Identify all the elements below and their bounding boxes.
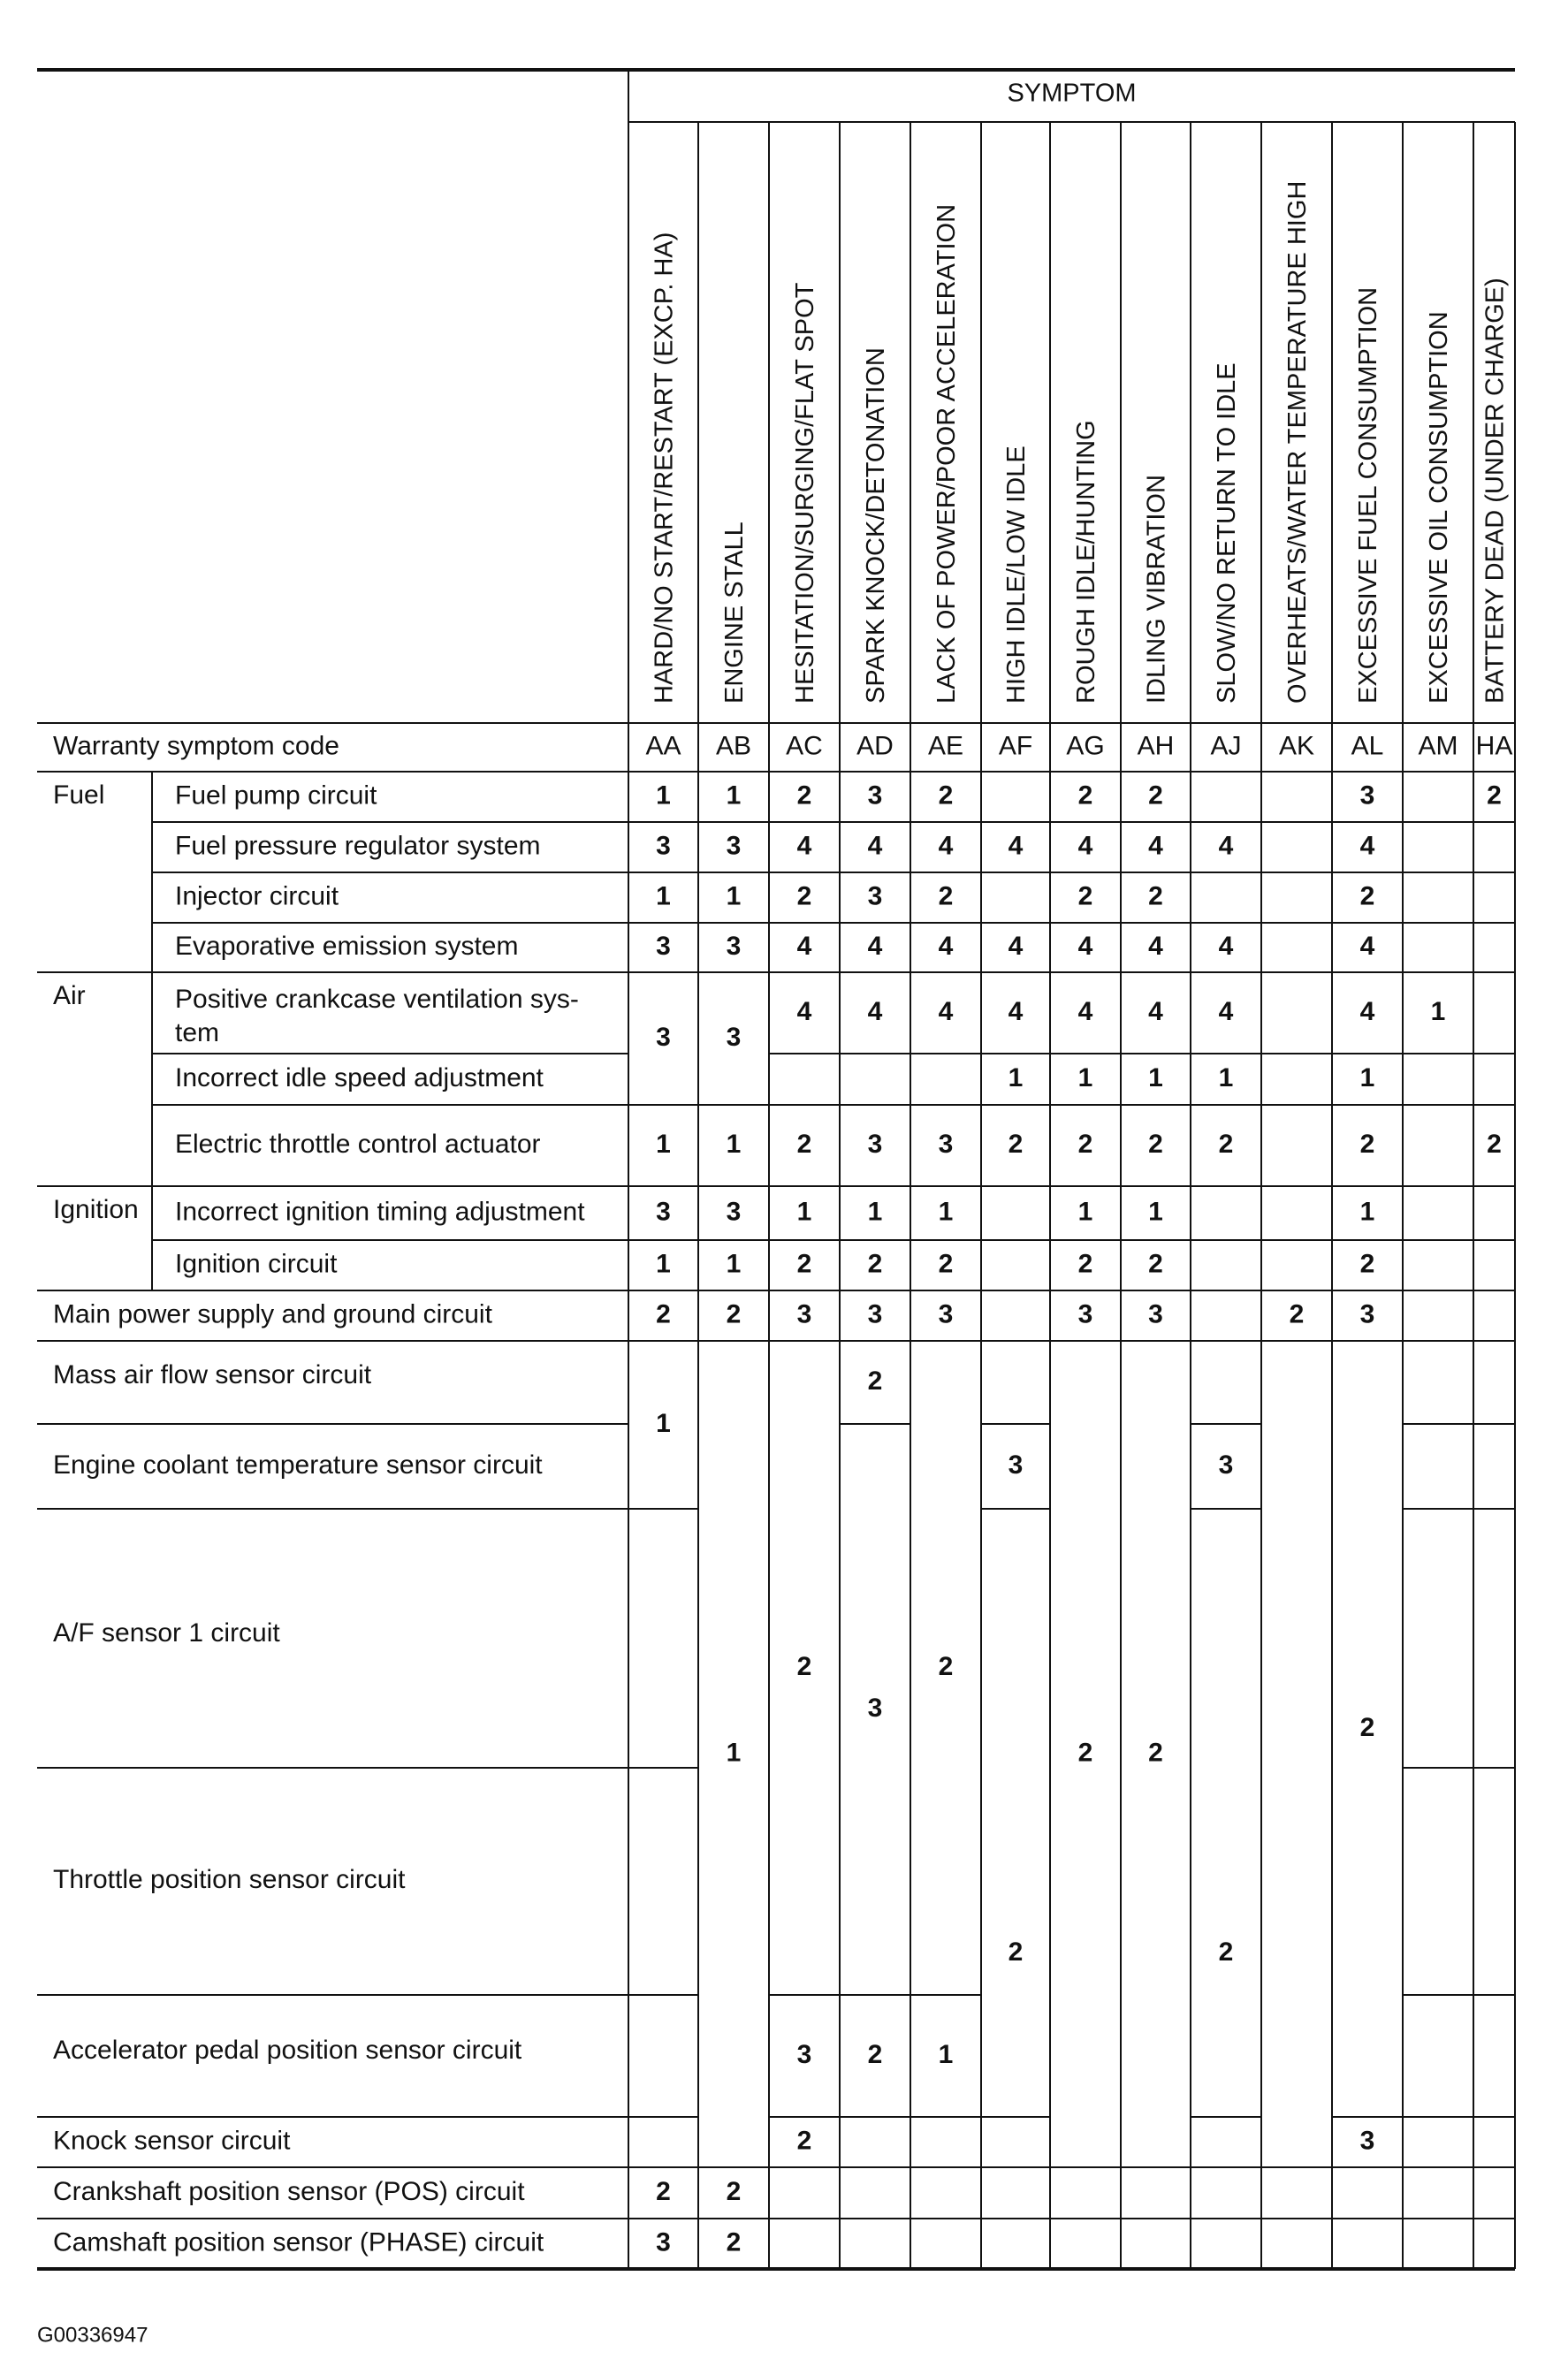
cell-value: 2 [1359, 881, 1375, 911]
row-label: Positive crankcase ventilation sys- [175, 984, 579, 1014]
cell-value: 2 [1487, 780, 1502, 811]
cell-value: 1 [1077, 1062, 1093, 1092]
cell-value: 2 [796, 1651, 812, 1681]
row-label: Accelerator pedal position sensor circuit [53, 2035, 522, 2065]
cell-value: 3 [938, 1299, 954, 1329]
row-label: Electric throttle control actuator [175, 1129, 541, 1159]
cell-value: 4 [1148, 996, 1163, 1026]
symptom-code: AE [927, 731, 964, 761]
cell-value: 3 [1148, 1299, 1163, 1329]
category-label: Air [53, 980, 86, 1010]
cell-value: 1 [938, 2039, 954, 2069]
symptom-name: OVERHEATS/WATER TEMPERATURE HIGH [1283, 180, 1312, 704]
cell-value: 4 [1008, 931, 1024, 961]
cell-value: 1 [726, 881, 742, 911]
cell-value: 3 [1359, 2126, 1375, 2156]
symptom-code: AH [1137, 731, 1175, 761]
cell-value: 3 [1008, 1450, 1024, 1480]
cell-value: 1 [1359, 1062, 1375, 1092]
cell-value: 4 [1148, 931, 1163, 961]
cell-value: 2 [1077, 1249, 1093, 1279]
symptom-code: AM [1418, 731, 1458, 761]
cell-value: 2 [726, 2176, 742, 2206]
cell-value: 3 [796, 2039, 812, 2069]
category-label: Fuel [53, 780, 105, 810]
figure-id: G00336947 [37, 2323, 148, 2348]
cell-value: 2 [726, 1299, 742, 1329]
symptom-code: AG [1066, 731, 1105, 761]
cell-value: 4 [1359, 831, 1375, 861]
cell-value: 2 [796, 1129, 812, 1159]
cell-value: 3 [726, 1197, 742, 1227]
row-label: Mass air flow sensor circuit [53, 1359, 372, 1389]
cell-value: 2 [1359, 1712, 1375, 1742]
row-label: Main power supply and ground circuit [53, 1299, 492, 1329]
symptom-name: HIGH IDLE/LOW IDLE [1002, 445, 1031, 704]
symptom-code: AF [998, 731, 1033, 761]
cell-value: 1 [656, 780, 671, 811]
cell-value: 3 [1359, 1299, 1375, 1329]
cell-value: 1 [938, 1197, 954, 1227]
symptom-code: AL [1351, 731, 1384, 761]
cell-value: 1 [796, 1197, 812, 1227]
cell-value: 4 [1008, 996, 1024, 1026]
cell-value: 3 [1359, 780, 1375, 811]
cell-value: 2 [796, 780, 812, 811]
cell-value: 2 [656, 1299, 671, 1329]
cell-value: 3 [726, 1022, 742, 1052]
row-label: Fuel pump circuit [175, 780, 377, 811]
cell-value: 2 [1289, 1299, 1305, 1329]
cell-value: 1 [726, 780, 742, 811]
row-label: tem [175, 1017, 220, 1047]
cell-value: 2 [1359, 1249, 1375, 1279]
cell-value: 3 [726, 831, 742, 861]
cell-value: 4 [1008, 831, 1024, 861]
symptom-name: ROUGH IDLE/HUNTING [1072, 420, 1100, 704]
cell-value: 2 [1148, 1738, 1163, 1768]
cell-value: 2 [938, 1651, 954, 1681]
cell-value: 3 [656, 2227, 671, 2257]
cell-value: 1 [656, 1249, 671, 1279]
symptom-name: HARD/NO START/RESTART (EXCP. HA) [650, 232, 679, 704]
cell-value: 4 [1077, 931, 1093, 961]
cell-value: 2 [867, 2039, 883, 2069]
row-label: Crankshaft position sensor (POS) circuit [53, 2176, 525, 2206]
symptom-code: AA [645, 731, 681, 761]
row-label: Knock sensor circuit [53, 2126, 291, 2156]
cell-value: 4 [1218, 831, 1234, 861]
cell-value: 4 [1359, 996, 1375, 1026]
cell-value: 1 [726, 1249, 742, 1279]
cell-value: 4 [938, 931, 954, 961]
cell-value: 2 [796, 1249, 812, 1279]
symptom-name: IDLING VIBRATION [1142, 475, 1171, 704]
cell-value: 1 [1359, 1197, 1375, 1227]
cell-value: 4 [1218, 996, 1234, 1026]
row-label: Fuel pressure regulator system [175, 831, 541, 861]
cell-value: 4 [1148, 831, 1163, 861]
cell-value: 3 [867, 1693, 883, 1723]
cell-value: 1 [1008, 1062, 1024, 1092]
symptom-code: AD [856, 731, 894, 761]
cell-value: 2 [796, 2126, 812, 2156]
cell-value: 4 [938, 996, 954, 1026]
row-label: Camshaft position sensor (PHASE) circuit [53, 2227, 544, 2257]
row-label: A/F sensor 1 circuit [53, 1618, 280, 1648]
cell-value: 3 [1077, 1299, 1093, 1329]
cell-value: 3 [867, 881, 883, 911]
cell-value: 4 [938, 831, 954, 861]
row-label: Ignition circuit [175, 1249, 338, 1279]
row-label: Injector circuit [175, 881, 339, 911]
cell-value: 4 [1218, 931, 1234, 961]
cell-value: 3 [1218, 1450, 1234, 1480]
cell-value: 3 [796, 1299, 812, 1329]
cell-value: 3 [726, 931, 742, 961]
cell-value: 1 [726, 1129, 742, 1159]
cell-value: 1 [1218, 1062, 1234, 1092]
cell-value: 2 [1008, 1937, 1024, 1967]
symptom-title: SYMPTOM [1007, 79, 1137, 108]
cell-value: 2 [1148, 780, 1163, 811]
cell-value: 2 [1077, 881, 1093, 911]
cell-value: 2 [796, 881, 812, 911]
cell-value: 2 [1218, 1129, 1234, 1159]
symptom-code: AB [715, 731, 752, 761]
cell-value: 1 [1430, 996, 1446, 1026]
symptom-name: SLOW/NO RETURN TO IDLE [1213, 362, 1241, 704]
symptom-name: SPARK KNOCK/DETONATION [862, 347, 890, 704]
cell-value: 1 [656, 1408, 671, 1438]
cell-value: 1 [1077, 1197, 1093, 1227]
symptom-name: LACK OF POWER/POOR ACCELERATION [932, 203, 961, 704]
cell-value: 2 [1077, 1129, 1093, 1159]
cell-value: 1 [656, 881, 671, 911]
cell-value: 2 [656, 2176, 671, 2206]
cell-value: 4 [867, 996, 883, 1026]
symptom-code: AJ [1210, 731, 1242, 761]
cell-value: 2 [1008, 1129, 1024, 1159]
cell-value: 2 [1077, 780, 1093, 811]
category-label: Ignition [53, 1194, 139, 1224]
cell-value: 2 [1359, 1129, 1375, 1159]
row-label: Evaporative emission system [175, 931, 519, 961]
row-label: Incorrect ignition timing adjustment [175, 1197, 585, 1227]
cell-value: 2 [938, 1249, 954, 1279]
cell-value: 4 [867, 831, 883, 861]
row-label: Throttle position sensor circuit [53, 1864, 406, 1894]
cell-value: 3 [656, 831, 671, 861]
cell-value: 2 [1077, 1738, 1093, 1768]
symptom-code: AC [786, 731, 823, 761]
cell-value: 4 [1359, 931, 1375, 961]
cell-value: 3 [867, 1299, 883, 1329]
cell-value: 2 [867, 1366, 883, 1396]
cell-value: 2 [1148, 881, 1163, 911]
cell-value: 4 [1077, 996, 1093, 1026]
cell-value: 3 [938, 1129, 954, 1159]
cell-value: 4 [796, 996, 812, 1026]
symptom-code: AK [1278, 731, 1315, 761]
row-label: Engine coolant temperature sensor circuit [53, 1450, 543, 1480]
cell-value: 4 [1077, 831, 1093, 861]
symptom-name: EXCESSIVE OIL CONSUMPTION [1425, 311, 1453, 704]
cell-value: 2 [867, 1249, 883, 1279]
cell-value: 2 [726, 2227, 742, 2257]
cell-value: 1 [1148, 1197, 1163, 1227]
cell-value: 2 [1218, 1937, 1234, 1967]
cell-value: 1 [867, 1197, 883, 1227]
symptom-name: ENGINE STALL [720, 521, 749, 704]
cell-value: 3 [656, 1022, 671, 1052]
cell-value: 2 [1148, 1249, 1163, 1279]
cell-value: 2 [1487, 1129, 1502, 1159]
cell-value: 3 [656, 931, 671, 961]
symptom-name: BATTERY DEAD (UNDER CHARGE) [1480, 278, 1510, 704]
symptom-name: HESITATION/SURGING/FLAT SPOT [791, 282, 819, 704]
cell-value: 1 [1148, 1062, 1163, 1092]
cell-value: 3 [867, 1129, 883, 1159]
cell-value: 2 [938, 881, 954, 911]
cell-value: 4 [796, 831, 812, 861]
cell-value: 1 [726, 1738, 742, 1768]
cell-value: 4 [867, 931, 883, 961]
cell-value: 3 [656, 1197, 671, 1227]
row-label: Incorrect idle speed adjustment [175, 1062, 544, 1092]
warranty-label: Warranty symptom code [53, 731, 339, 761]
cell-value: 1 [656, 1129, 671, 1159]
cell-value: 3 [867, 780, 883, 811]
symptom-code: HA [1475, 731, 1513, 761]
cell-value: 2 [938, 780, 954, 811]
cell-value: 2 [1148, 1129, 1163, 1159]
cell-value: 4 [796, 931, 812, 961]
symptom-name: EXCESSIVE FUEL CONSUMPTION [1354, 286, 1382, 704]
